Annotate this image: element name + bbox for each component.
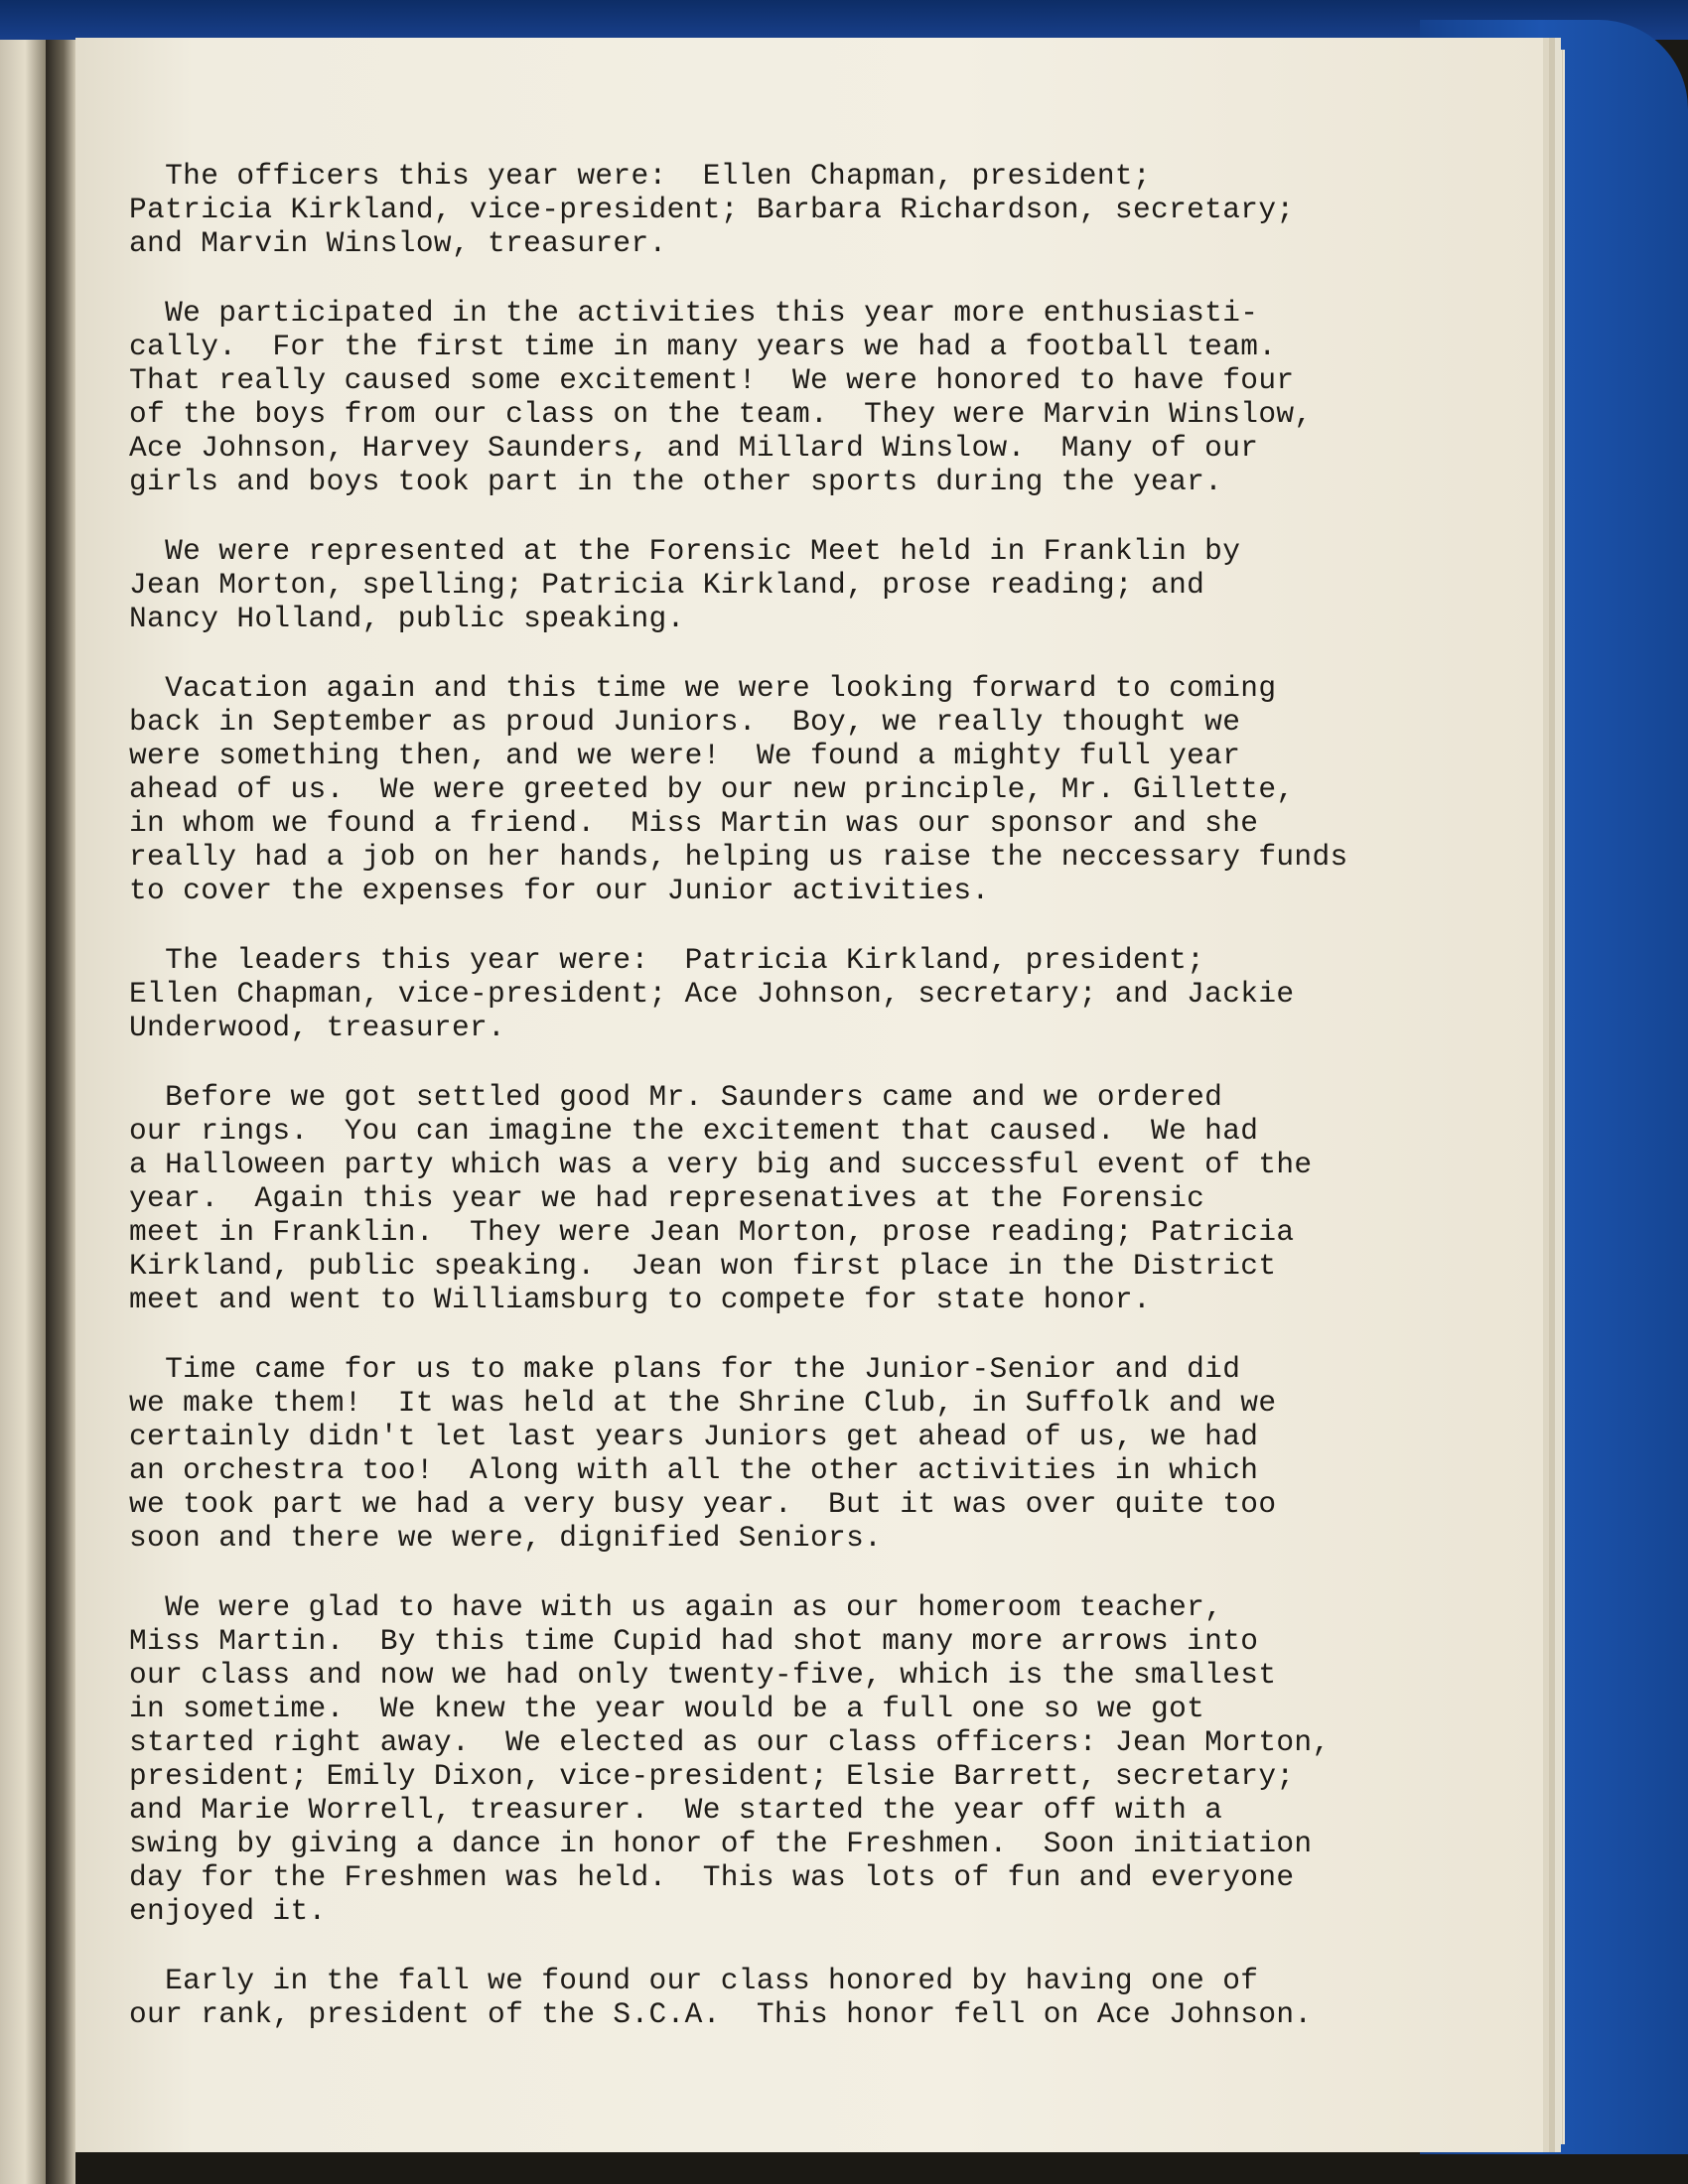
paragraph: [129, 296, 1519, 498]
text-line: and Marie Worrell, treasurer. We started the year off with a: [129, 1793, 1223, 1827]
text-line: Patricia Kirkland, vice-president; Barbara Richardson, secretary;: [129, 193, 1295, 226]
text-line: soon and there we were, dignified Seniors.: [129, 1521, 883, 1555]
text-line: ahead of us. We were greeted by our new principle, Mr. Gillette,: [129, 772, 1295, 806]
typewritten-text: [129, 159, 1519, 2067]
text-line: girls and boys took part in the other sports during the year.: [129, 465, 1223, 498]
text-line: The leaders this year were: Patricia Kirkland, president;: [129, 943, 1205, 977]
text-line: Vacation again and this time we were looking forward to coming: [129, 671, 1277, 705]
text-line: started right away. We elected as our class officers: Jean Morton,: [129, 1725, 1331, 1759]
text-line: year. Again this year we had represenatives at the Forensic: [129, 1181, 1205, 1215]
paragraph: [129, 1352, 1519, 1555]
paragraph: [129, 1080, 1519, 1316]
text-line: swing by giving a dance in honor of the Freshmen. Soon initiation: [129, 1827, 1313, 1860]
text-line: our rings. You can imagine the excitement that caused. We had: [129, 1114, 1259, 1148]
text-line: We were glad to have with us again as our homeroom teacher,: [129, 1590, 1223, 1624]
text-line: in sometime. We knew the year would be a full one so we got: [129, 1692, 1205, 1725]
text-line: The officers this year were: Ellen Chapman, president;: [129, 159, 1152, 193]
paragraph: [129, 1590, 1519, 1928]
paragraph: [129, 534, 1519, 635]
text-line: That really caused some excitement! We were honored to have four: [129, 363, 1295, 397]
text-line: were something then, and we were! We found a mighty full year: [129, 739, 1241, 772]
paragraph: [129, 671, 1519, 907]
text-line: day for the Freshmen was held. This was lots of fun and everyone: [129, 1860, 1295, 1894]
text-line: Miss Martin. By this time Cupid had shot many more arrows into: [129, 1624, 1259, 1658]
text-line: our class and now we had only twenty-five, which is the smallest: [129, 1658, 1277, 1692]
text-line: Ellen Chapman, vice-president; Ace Johnson, secretary; and Jackie: [129, 977, 1295, 1011]
book-gutter: [46, 40, 75, 2184]
text-line: an orchestra too! Along with all the other activities in which: [129, 1453, 1259, 1487]
text-line: Time came for us to make plans for the Junior-Senior and did: [129, 1352, 1241, 1386]
text-line: Nancy Holland, public speaking.: [129, 602, 685, 635]
text-line: Ace Johnson, Harvey Saunders, and Millard Winslow. Many of our: [129, 431, 1259, 465]
text-line: our rank, president of the S.C.A. This honor fell on Ace Johnson.: [129, 1997, 1313, 2031]
text-line: Jean Morton, spelling; Patricia Kirkland, prose reading; and: [129, 568, 1205, 602]
text-line: really had a job on her hands, helping us raise the neccessary funds: [129, 840, 1348, 874]
text-line: Before we got settled good Mr. Saunders came and we ordered: [129, 1080, 1223, 1114]
text-line: back in September as proud Juniors. Boy, we really thought we: [129, 705, 1241, 739]
text-line: Early in the fall we found our class honored by having one of: [129, 1964, 1259, 1997]
text-line: Kirkland, public speaking. Jean won first place in the District: [129, 1249, 1277, 1283]
text-line: we took part we had a very busy year. But it was over quite too: [129, 1487, 1277, 1521]
text-line: meet and went to Williamsburg to compete for state honor.: [129, 1283, 1152, 1316]
text-line: certainly didn't let last years Juniors get ahead of us, we had: [129, 1420, 1259, 1453]
text-line: and Marvin Winslow, treasurer.: [129, 226, 667, 260]
text-line: Underwood, treasurer.: [129, 1011, 506, 1044]
page-stack-edge: [1543, 50, 1565, 2144]
text-line: enjoyed it.: [129, 1894, 327, 1928]
text-line: in whom we found a friend. Miss Martin was our sponsor and she: [129, 806, 1259, 840]
text-line: a Halloween party which was a very big and successful event of the: [129, 1148, 1313, 1181]
left-page-edge: [0, 40, 46, 2184]
text-line: of the boys from our class on the team. They were Marvin Winslow,: [129, 397, 1313, 431]
text-line: president; Emily Dixon, vice-president; Elsie Barrett, secretary;: [129, 1759, 1295, 1793]
text-line: We were represented at the Forensic Meet held in Franklin by: [129, 534, 1241, 568]
text-line: We participated in the activities this year more enthusiasti-: [129, 296, 1259, 330]
paragraph: [129, 1964, 1519, 2031]
paragraph: [129, 159, 1519, 260]
text-line: cally. For the first time in many years we had a football team.: [129, 330, 1277, 363]
paragraph: [129, 943, 1519, 1044]
text-line: to cover the expenses for our Junior activities.: [129, 874, 990, 907]
text-line: meet in Franklin. They were Jean Morton, prose reading; Patricia: [129, 1215, 1295, 1249]
text-line: we make them! It was held at the Shrine Club, in Suffolk and we: [129, 1386, 1277, 1420]
